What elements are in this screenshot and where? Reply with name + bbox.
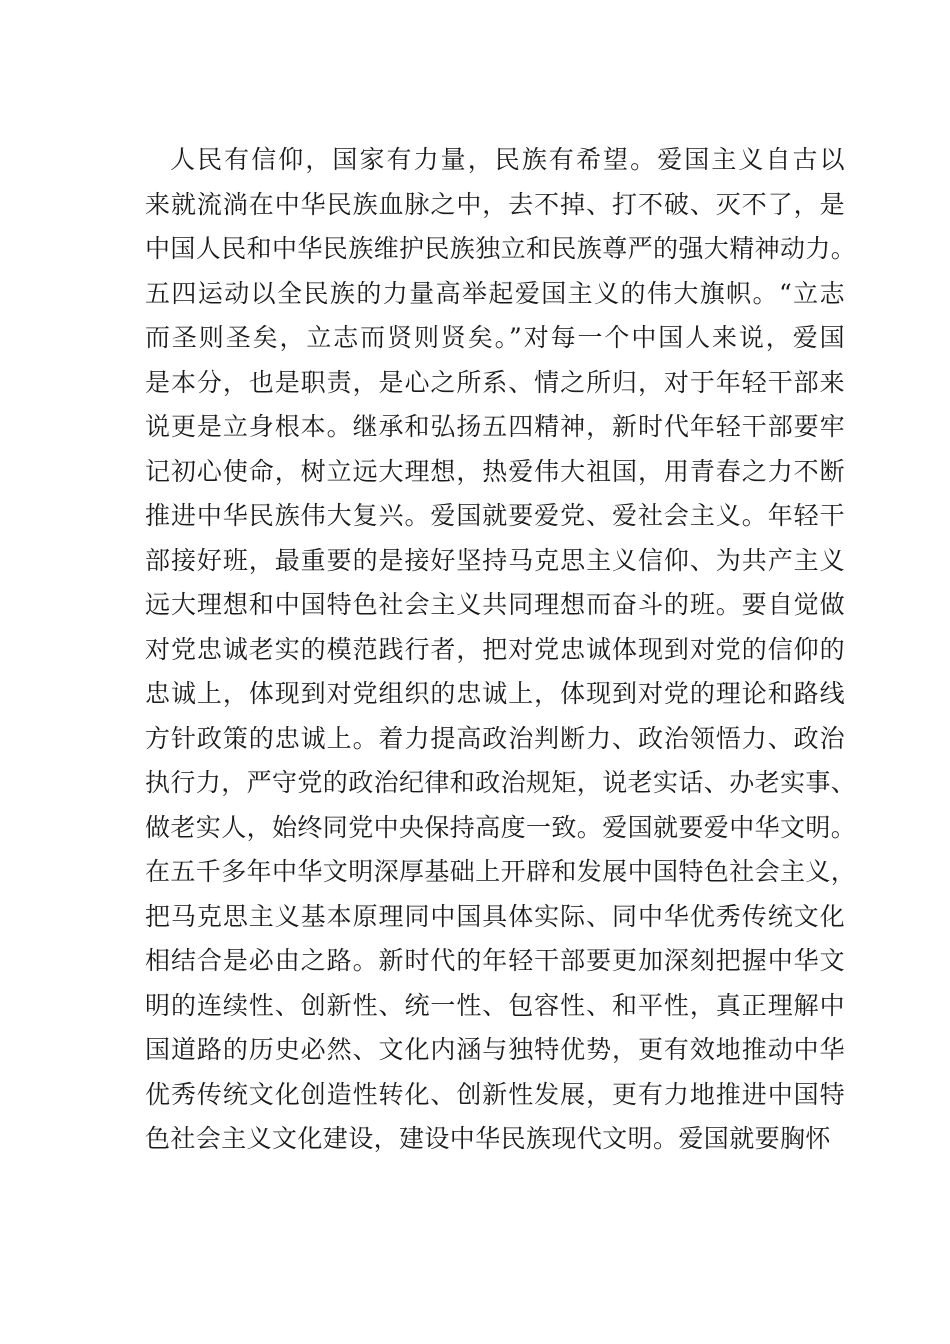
paragraph-line: 记初心使命，树立远大理想，热爱伟大祖国，用青春之力不断 (145, 456, 845, 486)
paragraph-line: 相结合是必由之路。新时代的年轻干部要更加深刻把握中华文 (145, 946, 845, 975)
paragraph-line: 色社会主义文化建设，建设中华民族现代文明。爱国就要胸怀 (145, 1124, 831, 1153)
paragraph-line: 对党忠诚老实的模范践行者，把对党忠诚体现到对党的信仰的 (145, 634, 845, 664)
paragraph-line: 国道路的历史必然、文化内涵与独特优势，更有效地推动中华 (145, 1035, 845, 1064)
paragraph-line: 在五千多年中华文明深厚基础上开辟和发展中国特色社会主义， (145, 857, 857, 886)
paragraph-line: 人民有信仰，国家有力量，民族有希望。爱国主义自古以 (170, 145, 845, 174)
paragraph-line: 把马克思主义基本原理同中国具体实际、同中华优秀传统文化 (145, 901, 845, 931)
paragraph-line: 推进中华民族伟大复兴。爱国就要爱党、爱社会主义。年轻干 (145, 501, 845, 530)
paragraph-line: 远大理想和中国特色社会主义共同理想而奋斗的班。要自觉做 (145, 590, 845, 619)
paragraph-line: 明的连续性、创新性、统一性、包容性、和平性，真正理解中 (145, 990, 845, 1020)
paragraph-line: 执行力，严守党的政治纪律和政治规矩，说老实话、办老实事、 (145, 768, 857, 797)
paragraph-line: 而圣则圣矣，立志而贤则贤矣。”对每一个中国人来说，爱国 (145, 323, 845, 352)
paragraph-line: 中国人民和中华民族维护民族独立和民族尊严的强大精神动力。 (145, 234, 857, 263)
paragraph-line: 是本分，也是职责，是心之所系、情之所归，对于年轻干部来 (145, 367, 845, 397)
paragraph-line: 五四运动以全民族的力量高举起爱国主义的伟大旗帜。“立志 (145, 278, 845, 308)
paragraph-line: 优秀传统文化创造性转化、创新性发展，更有力地推进中国特 (145, 1079, 845, 1109)
paragraph-line: 忠诚上，体现到对党组织的忠诚上，体现到对党的理论和路线 (145, 679, 845, 708)
paragraph-line: 来就流淌在中华民族血脉之中，去不掉、打不破、灭不了，是 (145, 189, 845, 219)
paragraph-line: 部接好班，最重要的是接好坚持马克思主义信仰、为共产主义 (145, 545, 845, 575)
paragraph-line: 方针政策的忠诚上。着力提高政治判断力、政治领悟力、政治 (145, 723, 845, 753)
paragraph-line: 说更是立身根本。继承和弘扬五四精神，新时代年轻干部要牢 (145, 412, 845, 441)
body-paragraph (145, 138, 857, 1162)
paragraph-line: 做老实人，始终同党中央保持高度一致。爱国就要爱中华文明。 (145, 812, 857, 842)
